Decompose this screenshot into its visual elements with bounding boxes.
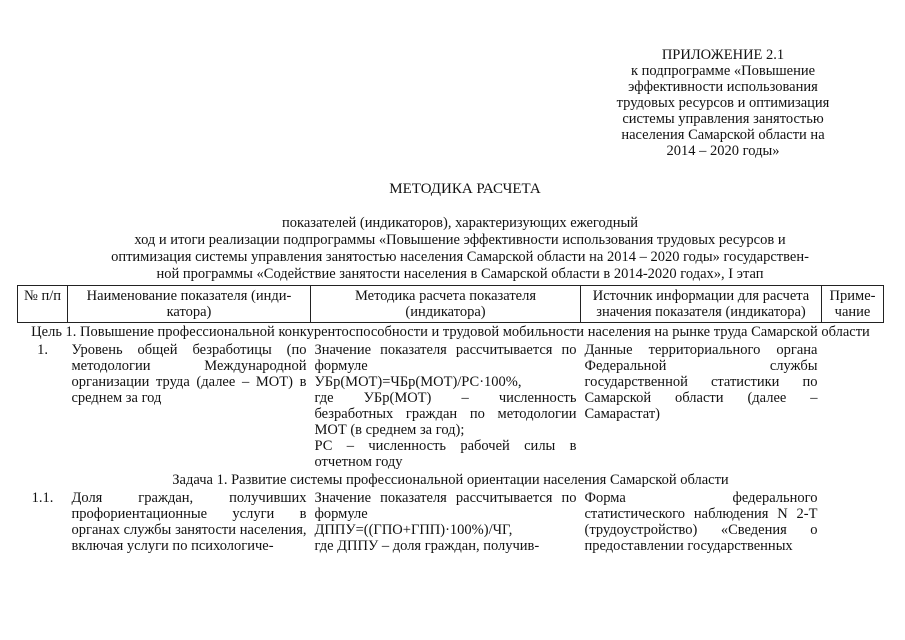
appendix-line: 2014 – 2020 годы» [666, 143, 780, 159]
appendix-line: к подпрограмме «Повышение [630, 63, 816, 79]
row-source: Форма федерального статистического наблюдения N 2-Т (трудоустройство) «Сведения о предоставлении государственных [584, 490, 818, 554]
goal-row [18, 323, 884, 342]
document-title [255, 181, 675, 198]
method-definition: РС – численность рабочей силы в отчетном году [314, 438, 577, 470]
method-definition: где УБр(МОТ) – численность безработных граждан по методологии МОТ (в среднем за год); [314, 390, 577, 438]
row-num: 1.1. [31, 490, 54, 506]
header-method: Методика расчета показателя (индикатора) [311, 286, 581, 323]
method-intro: Значение показателя рассчитывается по формуле [314, 490, 577, 522]
appendix-heading [598, 47, 848, 159]
row-note [822, 341, 884, 471]
subtitle-line: показателей (индикаторов), характеризующих ежегодный [282, 215, 638, 231]
goal-1: Цель 1. Повышение профессиональной конкурентоспособности и трудовой мобильности населения на рынке труда Самарской области [31, 324, 870, 340]
subtitle-line: ной программы «Содействие занятости населения в Самарской области в 2014-2020 годах», I этап [156, 266, 764, 282]
table-row [18, 489, 884, 555]
task-row [18, 471, 884, 489]
subtitle-line: оптимизация системы управления занятостью населения Самарской области на 2014 – 2020 годы» государствен- [111, 249, 809, 265]
appendix-line: трудовых ресурсов и оптимизация [616, 95, 830, 111]
row-method [311, 341, 581, 471]
header-name: Наименование показателя (инди- катора) [68, 286, 311, 323]
row-indicator-name: Уровень общей безработицы (по методологии Международной организации труда (далее – МОТ) в среднем за год [71, 342, 307, 406]
task-1: Задача 1. Развитие системы профессиональной ориентации населения Самарской области [172, 472, 729, 488]
method-formula: ДППУ=((ГПО+ГПП)·100%)/ЧГ, [314, 522, 513, 538]
table-header-row [18, 286, 884, 323]
method-definition: где ДППУ – доля граждан, получив- [314, 538, 540, 554]
method-intro: Значение показателя рассчитывается по формуле [314, 342, 577, 374]
method-formula: УБр(МОТ)=ЧБр(МОТ)/РС·100%, [314, 374, 522, 390]
title-main: МЕТОДИКА РАСЧЕТА [389, 181, 541, 197]
header-num: № п/п [18, 286, 68, 323]
appendix-line: ПРИЛОЖЕНИЕ 2.1 [661, 47, 785, 63]
table-row [18, 341, 884, 471]
row-source: Данные территориального органа Федеральной службы государственной статистики по Самарской области (далее – Самарастат) [584, 342, 818, 422]
row-num: 1. [37, 342, 48, 358]
subtitle-line: ход и итоги реализации подпрограммы «Повышение эффективности использования трудовых ресурсов и [134, 232, 786, 248]
appendix-line: системы управления занятостью [622, 111, 824, 127]
document-subtitle [30, 215, 890, 283]
row-method [311, 489, 581, 555]
header-source: Источник информации для расчета значения показателя (индикатора) [581, 286, 822, 323]
methodics-table [17, 285, 884, 555]
appendix-line: эффективности использования [628, 79, 818, 95]
row-note [822, 489, 884, 555]
row-indicator-name: Доля граждан, получивших профориентационные услуги в органах службы занятости населения, включая услуги по психологиче- [71, 490, 307, 554]
appendix-line: населения Самарской области на [621, 127, 825, 143]
header-note: Приме- чание [822, 286, 884, 323]
